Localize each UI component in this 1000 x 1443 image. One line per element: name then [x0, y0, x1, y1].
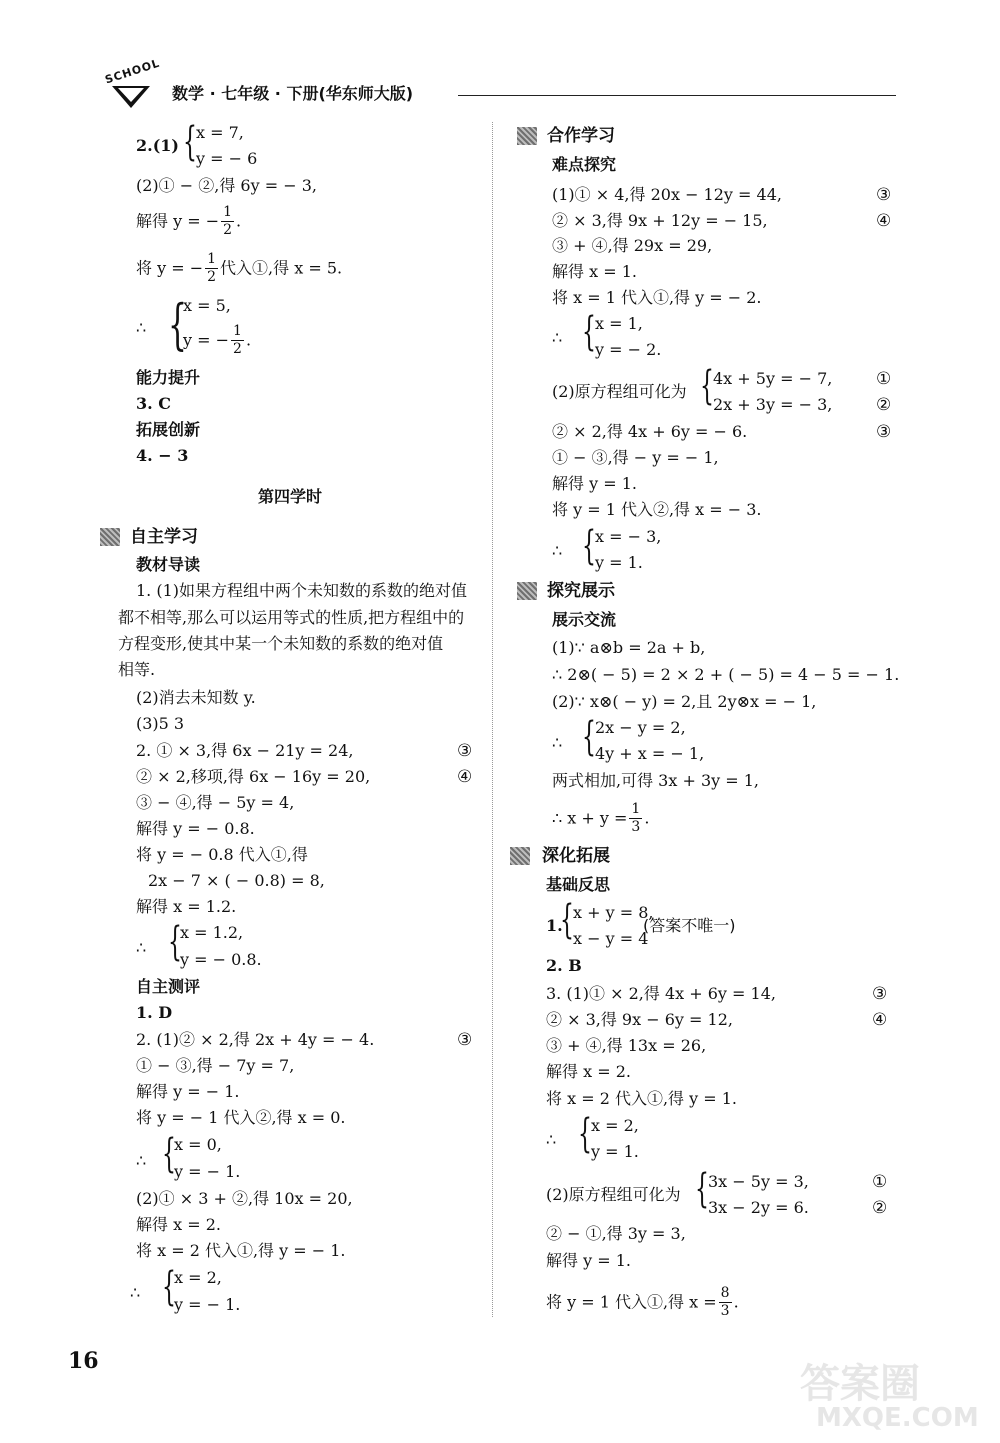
text-line: (2)原方程组可化为: [552, 382, 687, 401]
therefore-symbol: ∴: [136, 938, 147, 957]
circled-number: ③: [876, 422, 892, 442]
brace-icon: {: [162, 1131, 176, 1177]
circled-number: ④: [457, 767, 473, 787]
text-line: ③ + ④,得 13x = 26,: [546, 1036, 707, 1055]
q2-1-label: 2.(1): [136, 136, 179, 155]
text-line: 相等.: [118, 660, 156, 679]
brace-icon: {: [560, 897, 574, 943]
text-line: (2)∵ x⊗( − y) = 2,且 2y⊗x = − 1,: [552, 692, 817, 711]
system-line: x = 1,: [595, 314, 643, 333]
text-line: ∴ 2⊗( − 5) = 2 × 2 + ( − 5) = 4 − 5 = − 1.: [552, 665, 900, 684]
brace-icon: {: [700, 363, 714, 409]
lesson-title: 第四学时: [258, 487, 323, 506]
subheading: 能力提升: [136, 368, 201, 387]
subheading: 基础反思: [546, 875, 611, 894]
text-line: 将 y = 1 代入②,得 x = − 3.: [552, 500, 762, 519]
text-line: 解得 x = 2.: [136, 1215, 221, 1234]
text-line: ① − ③,得 − 7y = 7,: [136, 1056, 295, 1075]
text-line: 将 x = 2 代入①,得 y = 1.: [546, 1089, 738, 1108]
system-line: 4y + x = − 1,: [595, 744, 705, 763]
therefore-symbol: ∴: [130, 1283, 141, 1302]
system-line: x = 2,: [174, 1268, 222, 1287]
system-line: y = − 1.: [174, 1162, 241, 1181]
text-line: 将 y = 1 代入①,得 x = $\frac{8}{3}$ .: [546, 1285, 739, 1320]
brace-icon: {: [582, 523, 596, 569]
text-line: 解得 x = 1.: [552, 262, 637, 281]
answer-line: 1.: [546, 916, 563, 935]
system-line: x = 1.2,: [180, 923, 244, 942]
text-line: 方程变形,使其中某一个未知数的系数的绝对值: [118, 634, 444, 653]
therefore-symbol: ∴: [136, 1151, 147, 1170]
text-line: (2)① × 3 + ②,得 10x = 20,: [136, 1189, 353, 1208]
therefore-symbol: ∴: [546, 1130, 557, 1149]
circled-number: ②: [872, 1198, 888, 1218]
section-title: 探究展示: [547, 581, 615, 601]
system-line: y = − 6: [196, 149, 258, 168]
system-line: x = 0,: [174, 1135, 222, 1154]
text-line: ② − ①,得 3y = 3,: [546, 1224, 686, 1243]
text-line: ① − ③,得 − y = − 1,: [552, 448, 719, 467]
section-icon: [510, 847, 530, 865]
section-icon: [517, 582, 537, 600]
brace-icon: {: [162, 1264, 176, 1310]
text-line: 解得 y = 1.: [552, 474, 637, 493]
subheading: 拓展创新: [136, 420, 201, 439]
text-line: (2)原方程组可化为: [546, 1185, 681, 1204]
section-icon: [517, 127, 537, 145]
subheading: 自主测评: [136, 977, 201, 996]
circled-number: ①: [872, 1172, 888, 1192]
text-line: (1)① × 4,得 20x − 12y = 44,: [552, 185, 782, 204]
book-title: 数学 · 七年级 · 下册(华东师大版): [172, 84, 414, 103]
system-line: x = 2,: [591, 1116, 639, 1135]
circled-number: ③: [872, 984, 888, 1004]
header-rule: [458, 95, 896, 96]
text-line: 都不相等,那么可以运用等式的性质,把方程组中的: [118, 608, 465, 627]
system-line: x = 5,: [183, 296, 231, 315]
text-line: 解得 x = 2.: [546, 1062, 631, 1081]
subheading: 教材导读: [136, 555, 201, 574]
text-line: 将 y = − $\frac{1}{2}$ 代入①,得 x = 5.: [136, 251, 343, 286]
circled-number: ②: [876, 395, 892, 415]
answer-line: 1. D: [136, 1003, 173, 1022]
text-line: 将 y = − 1 代入②,得 x = 0.: [136, 1108, 346, 1127]
section-title: 深化拓展: [542, 846, 610, 866]
watermark-url: MXQE.COM: [816, 1403, 979, 1433]
system-line: y = 1.: [595, 553, 643, 572]
text-line: ③ − ④,得 − 5y = 4,: [136, 793, 295, 812]
text-line: 将 y = − 0.8 代入①,得: [136, 845, 308, 864]
answer-line: 3. C: [136, 394, 172, 413]
text-line: (2)① − ②,得 6y = − 3,: [136, 176, 317, 195]
logo-text: SCHOOL: [103, 56, 162, 87]
text-line: 解得 y = − 1.: [136, 1082, 240, 1101]
therefore-symbol: ∴: [552, 328, 563, 347]
text-line: 2. (1)② × 2,得 2x + 4y = − 4.: [136, 1030, 375, 1049]
brace-icon: {: [578, 1111, 592, 1157]
section-title: 合作学习: [547, 126, 615, 146]
system-line: y = − 1.: [174, 1295, 241, 1314]
circled-number: ①: [876, 369, 892, 389]
brace-icon: {: [695, 1166, 709, 1212]
section-icon: [100, 528, 120, 546]
circled-number: ③: [457, 1030, 473, 1050]
column-divider: [492, 122, 493, 1317]
system-line: 4x + 5y = − 7,: [713, 369, 833, 388]
text-line: 将 x = 1 代入①,得 y = − 2.: [552, 288, 762, 307]
system-line: 2x + 3y = − 3,: [713, 395, 833, 414]
text-line: 解得 y = − $\frac{1}{2}$ .: [136, 204, 242, 239]
text-line: 解得 x = 1.2.: [136, 897, 237, 916]
brace-icon: {: [183, 119, 197, 165]
subheading: 展示交流: [552, 610, 617, 629]
text-line: ∴ x + y = $\frac{1}{3}$ .: [552, 801, 650, 836]
system-line: y = − $\frac{1}{2}$ .: [183, 323, 252, 358]
system-line: 2x − y = 2,: [595, 718, 686, 737]
text-line: (2)消去未知数 y.: [136, 688, 256, 707]
text-line: ② × 2,得 4x + 6y = − 6.: [552, 422, 748, 441]
watermark-logo: 答案圈: [800, 1361, 920, 1407]
text-line: 将 x = 2 代入①,得 y = − 1.: [136, 1241, 346, 1260]
text-line: (1)∵ a⊗b = 2a + b,: [552, 638, 706, 657]
text-line: ② × 2,移项,得 6x − 16y = 20,: [136, 767, 371, 786]
therefore-symbol: ∴: [552, 733, 563, 752]
system-line: 3x − 2y = 6.: [708, 1198, 809, 1217]
text-line: 1. (1)如果方程组中两个未知数的系数的绝对值: [136, 581, 468, 600]
brace-icon: {: [168, 293, 187, 356]
system-line: x = 7,: [196, 123, 244, 142]
subheading: 难点探究: [552, 155, 617, 174]
page-number: 16: [68, 1348, 99, 1374]
answer-line: 2. B: [546, 956, 582, 975]
text-line: ③ + ④,得 29x = 29,: [552, 236, 713, 255]
section-title: 自主学习: [130, 527, 198, 547]
therefore-symbol: ∴: [136, 318, 147, 337]
system-line: 3x − 5y = 3,: [708, 1172, 809, 1191]
circled-number: ③: [457, 741, 473, 761]
system-line: y = 1.: [591, 1142, 639, 1161]
text-line: ② × 3,得 9x − 6y = 12,: [546, 1010, 733, 1029]
system-line: x − y = 4: [573, 929, 649, 948]
text-line: 2x − 7 × ( − 0.8) = 8,: [148, 871, 325, 890]
brace-icon: {: [168, 919, 182, 965]
brace-icon: {: [582, 309, 596, 355]
text-line: 解得 y = 1.: [546, 1251, 631, 1270]
text-line: ② × 3,得 9x + 12y = − 15,: [552, 211, 768, 230]
text-line: 解得 y = − 0.8.: [136, 819, 255, 838]
system-line: y = − 2.: [595, 340, 662, 359]
system-line: x + y = 8,: [573, 903, 654, 922]
text-line: (3)5 3: [136, 714, 185, 733]
answer-line: 4. − 3: [136, 446, 189, 465]
text-line: 两式相加,可得 3x + 3y = 1,: [552, 771, 760, 790]
brace-icon: {: [582, 714, 596, 760]
circled-number: ④: [872, 1010, 888, 1030]
text-line: 2. ① × 3,得 6x − 21y = 24,: [136, 741, 354, 760]
circled-number: ④: [876, 211, 892, 231]
text-line: 3. (1)① × 2,得 4x + 6y = 14,: [546, 984, 776, 1003]
system-line: x = − 3,: [595, 527, 662, 546]
system-line: y = − 0.8.: [180, 950, 262, 969]
therefore-symbol: ∴: [552, 541, 563, 560]
circled-number: ③: [876, 185, 892, 205]
note-text: (答案不唯一): [643, 916, 736, 935]
